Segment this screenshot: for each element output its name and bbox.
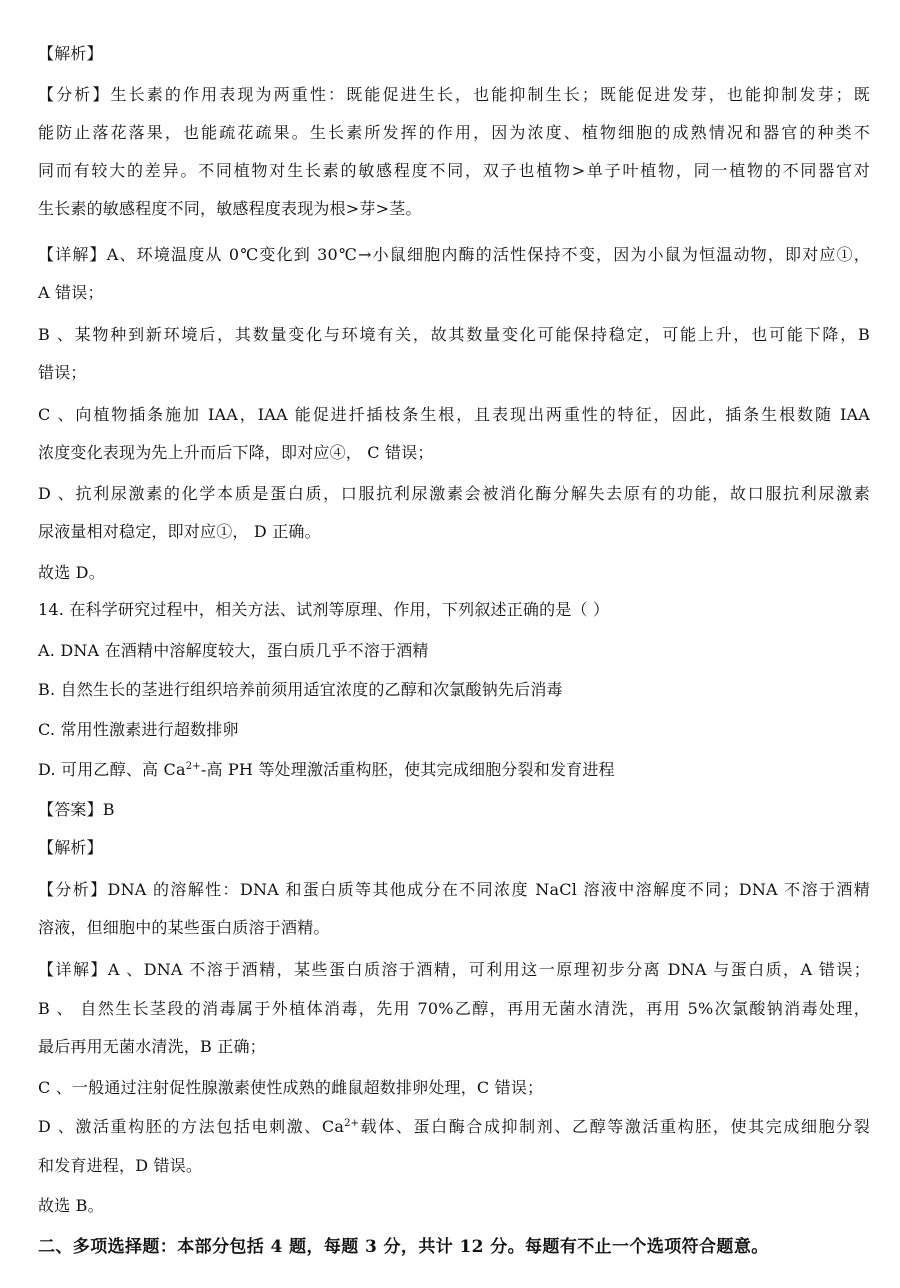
question-14-option-a: A. DNA 在酒精中溶解度较大，蛋白质几乎不溶于酒精 [38,641,429,660]
detail-line-c2: 浓度变化表现为先上升而后下降，即对应④， C 错误； [38,443,434,462]
section-heading-multiple-choice: 二、多项选择题：本部分包括 4 题，每题 3 分，共计 12 分。每题有不止一个选项符合题意。 [38,1237,769,1257]
question-14-option-d [38,760,870,780]
detail2-line-b1: B 、 自然生长茎段的消毒属于外植体消毒，先用 70%乙醇，再用无菌水清洗，再用 5%次氯酸钠消毒处理， [38,999,870,1018]
option-d-text-start: D. 可用乙醇、高 Ca [38,760,186,779]
detail-line-c1: C 、向植物插条施加 IAA，IAA 能促进扦插枝条生根，且表现出两重性的特征，因此，插条生根数随 IAA [38,405,870,424]
analysis-line-2: 能防止落花落果，也能疏花疏果。生长素所发挥的作用，因为浓度、植物细胞的成熟情况和器官的种类不 [38,123,870,142]
section-label-jiexi: 【解析】 [38,44,103,63]
detail2-d-text-end: 载体、蛋白酶合成抑制剂、乙醇等激活重构胚，使其完成细胞分裂 [359,1117,870,1136]
analysis-line-4: 生长素的敏感程度不同，敏感程度表现为根>芽>茎。 [38,199,422,218]
detail2-line-c: C 、一般通过注射促性腺激素使性成熟的雌鼠超数排卵处理，C 错误； [38,1078,544,1097]
analysis-line-3: 同而有较大的差异。不同植物对生长素的敏感程度不同，双子也植物>单子叶植物，同一植物的不同器官对 [38,161,870,180]
analysis2-line-1: 【分析】DNA 的溶解性：DNA 和蛋白质等其他成分在不同浓度 NaCl 溶液中溶解度不同；DNA 不溶于酒精 [38,880,870,899]
answer-choice-d: 故选 D。 [38,563,105,582]
analysis2-line-2: 溶液，但细胞中的某些蛋白质溶于酒精。 [38,918,330,937]
question-14-option-c: C. 常用性激素进行超数排卵 [38,720,239,739]
detail-line-a2: A 错误； [38,283,104,302]
answer-label: 【答案】B [38,800,115,819]
detail-line-a1: 【详解】A、环境温度从 0℃变化到 30℃→小鼠细胞内酶的活性保持不变，因为小鼠为恒温动物，即对应①， [38,245,870,264]
question-14-stem: 14. 在科学研究过程中，相关方法、试剂等原理、作用，下列叙述正确的是（ ） [38,600,610,619]
answer-choice-b: 故选 B。 [38,1196,104,1215]
detail2-d-text-start: D 、激活重构胚的方法包括电刺激、Ca [38,1117,345,1136]
detail2-line-a: 【详解】A 、DNA 不溶于酒精，某些蛋白质溶于酒精，可利用这一原理初步分离 DNA 与蛋白质，A 错误； [38,960,870,979]
detail2-line-d2: 和发育进程，D 错误。 [38,1156,203,1175]
analysis-line-1: 【分析】生长素的作用表现为两重性：既能促进生长，也能抑制生长；既能促进发芽，也能抑制发芽；既 [38,85,870,104]
option-d-text-end: -高 PH 等处理激活重构胚，使其完成细胞分裂和发育进程 [200,760,615,779]
option-d-superscript: 2+ [185,761,201,772]
detail2-d-superscript: 2+ [344,1118,360,1129]
detail-line-b2: 错误； [38,363,87,382]
detail-line-d1: D 、抗利尿激素的化学本质是蛋白质，口服抗利尿激素会被消化酶分解失去原有的功能，故口服抗利尿激素 [38,484,870,503]
section-label-jiexi-2: 【解析】 [38,838,103,857]
detail-line-b1: B 、某物种到新环境后，其数量变化与环境有关，故其数量变化可能保持稳定，可能上升，也可能下降，B [38,325,870,344]
detail2-line-d1 [38,1117,870,1137]
question-14-option-b: B. 自然生长的茎进行组织培养前须用适宜浓度的乙醇和次氯酸钠先后消毒 [38,680,563,699]
detail2-line-b2: 最后再用无菌水清洗，B 正确； [38,1037,266,1056]
detail-line-d2: 尿液量相对稳定，即对应①， D 正确。 [38,522,321,541]
